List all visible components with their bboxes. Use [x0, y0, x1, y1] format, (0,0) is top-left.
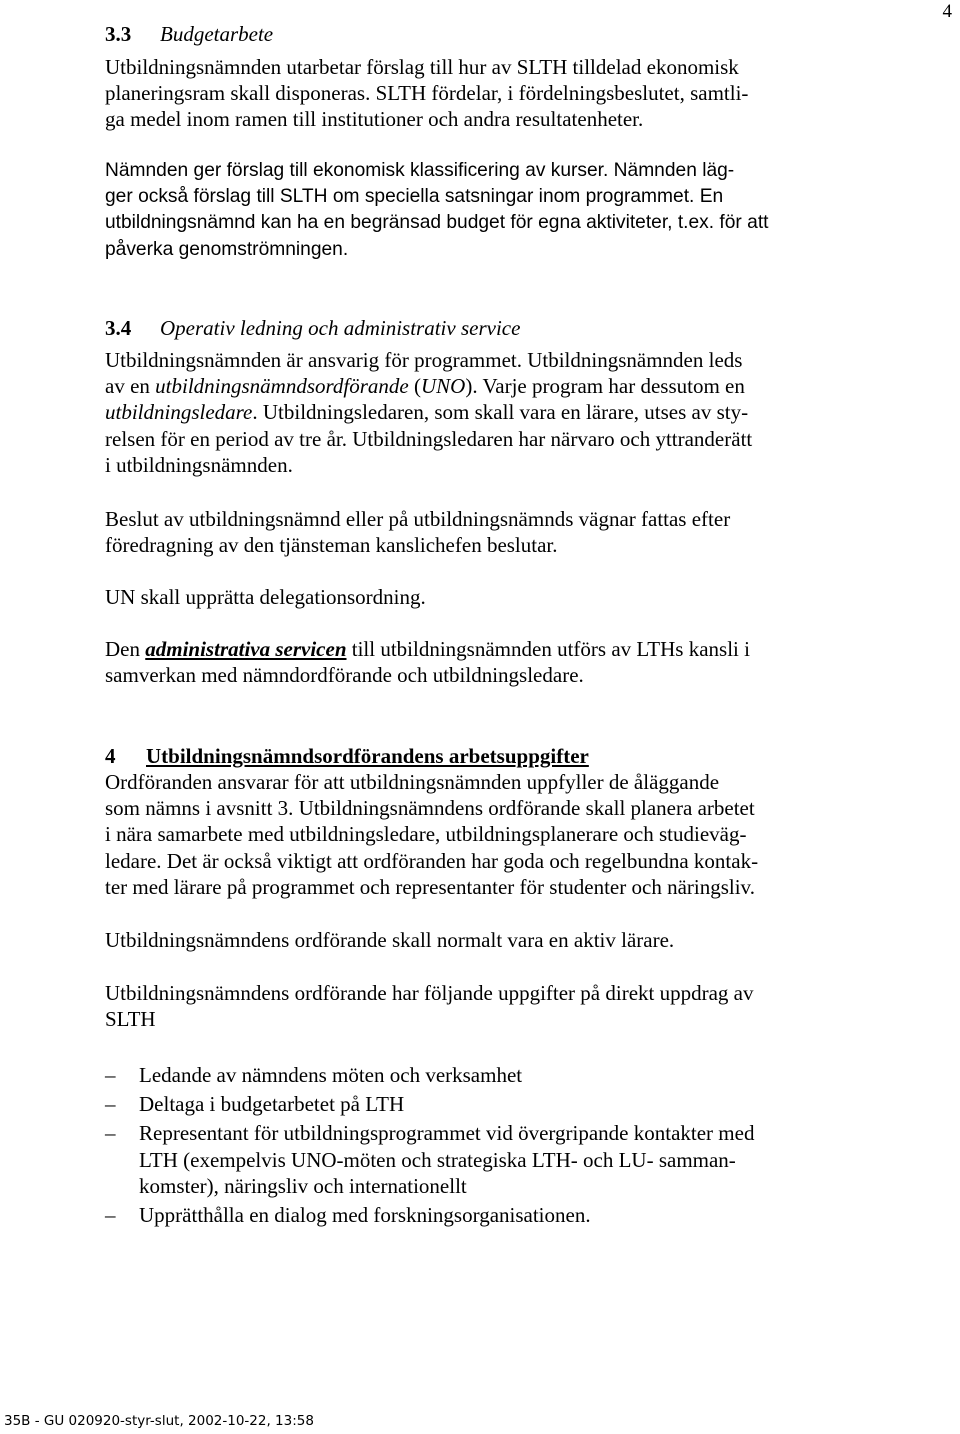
text-line: planeringsram skall disponeras. SLTH fördelar, i fördelningsbeslutet, samtli-	[105, 81, 749, 106]
text-line: som nämns i avsnitt 3. Utbildningsnämndens ordförande skall planera arbetet	[105, 796, 755, 821]
document-footer: 35B - GU 020920-styr-slut, 2002-10-22, 13:58	[4, 1413, 314, 1429]
list-item	[105, 1120, 835, 1199]
paragraph-uno-1	[105, 769, 825, 900]
paragraph-budget-2	[105, 158, 825, 263]
text-run: (	[408, 374, 421, 399]
text-run: till utbildningsnämnden utförs av LTHs kansli i	[346, 637, 750, 661]
text-line: samverkan med nämndordförande och utbildningsledare.	[105, 663, 584, 688]
section-number: 3.3	[105, 22, 132, 46]
paragraph-operativ-4	[105, 636, 825, 688]
section-number: 3.4	[105, 316, 132, 340]
text-run: ). Varje program har dessutom en	[465, 374, 745, 399]
text-line: ga medel inom ramen till institutioner och andra resultatenheter.	[105, 107, 644, 132]
text-line: Upprätthålla en dialog med forskningsorganisationen.	[139, 1203, 591, 1228]
text-line: Utbildningsnämnden utarbetar förslag till hur av SLTH tilldelad ekonomisk	[105, 55, 739, 79]
section-heading-3-3	[105, 21, 273, 47]
text-line: Nämnden ger förslag till ekonomisk klassificering av kurser. Nämnden läg-	[105, 160, 735, 181]
text-line: i nära samarbete med utbildningsledare, utbildningsplanerare och studieväg-	[105, 822, 747, 847]
paragraph-uno-3	[105, 980, 825, 1032]
text-line: ledare. Det är också viktigt att ordföranden har goda och regelbundna kontak-	[105, 848, 759, 873]
text-line: Ledande av nämndens möten och verksamhet	[139, 1063, 523, 1087]
text-line: Representant för utbildningsprogrammet vid övergripande kontakter med	[139, 1121, 755, 1146]
text-line: UN skall upprätta delegationsordning.	[105, 585, 426, 609]
text-line: Utbildningsnämnden är ansvarig för programmet. Utbildningsnämnden leds	[105, 348, 743, 372]
text-line: LTH (exempelvis UNO-möten och strategiska LTH- och LU- samman-	[139, 1147, 736, 1172]
list-item	[105, 1062, 835, 1088]
section-heading-4	[105, 743, 589, 769]
paragraph-operativ-1	[105, 347, 825, 478]
text-run: . Utbildningsledaren, som skall vara en lärare, utses av sty-	[252, 400, 749, 425]
text-line	[105, 373, 825, 399]
task-list	[105, 1062, 835, 1231]
text-line: påverka genomströmningen.	[105, 238, 349, 260]
text-run: av en	[105, 374, 156, 399]
text-line: i utbildningsnämnden.	[105, 452, 293, 477]
dash-bullet: –	[105, 1121, 116, 1146]
dash-bullet: –	[105, 1092, 116, 1117]
text-line: ter med lärare på programmet och representanter för studenter och näringsliv.	[105, 874, 755, 899]
emphasized-term: utbildningsnämndsordförande	[155, 374, 409, 399]
dash-bullet: –	[105, 1203, 116, 1228]
text-run: Den	[105, 637, 146, 661]
dash-bullet: –	[105, 1063, 116, 1087]
text-line: utbildningsnämnd kan ha en begränsad budget för egna aktiviteter, t.ex. för att	[105, 212, 769, 234]
text-line: Deltaga i budgetarbetet på LTH	[139, 1092, 405, 1117]
section-title: Utbildningsnämndsordförandens arbetsuppgifter	[146, 744, 589, 768]
emphasized-term: administrativa servicen	[145, 637, 347, 661]
text-line: SLTH	[105, 1007, 156, 1032]
paragraph-uno-2	[105, 927, 825, 953]
text-line: föredragning av den tjänsteman kanslichefen beslutar.	[105, 533, 558, 558]
text-line: Ordföranden ansvarar för att utbildningsnämnden uppfyller de åläggande	[105, 770, 720, 794]
paragraph-budget-1	[105, 54, 825, 133]
emphasized-term: UNO	[420, 374, 466, 399]
text-line: Beslut av utbildningsnämnd eller på utbildningsnämnds vägnar fattas efter	[105, 507, 731, 531]
page-number: 4	[942, 1, 952, 22]
text-line: Utbildningsnämndens ordförande har följande uppgifter på direkt uppdrag av	[105, 981, 754, 1005]
section-number: 4	[105, 744, 116, 768]
list-item	[105, 1202, 835, 1228]
text-line: komster), näringsliv och internationellt	[139, 1173, 467, 1198]
text-line: relsen för en period av tre år. Utbildningsledaren har närvaro och yttranderätt	[105, 426, 753, 451]
text-line	[105, 399, 825, 425]
section-title: Budgetarbete	[160, 22, 274, 46]
text-line: ger också förslag till SLTH om speciella satsningar inom programmet. En	[105, 186, 724, 208]
text-line: Utbildningsnämndens ordförande skall normalt vara en aktiv lärare.	[105, 928, 675, 952]
section-heading-3-4	[105, 315, 520, 341]
paragraph-operativ-3	[105, 584, 825, 610]
emphasized-term: utbildningsledare	[105, 400, 253, 425]
paragraph-operativ-2	[105, 506, 825, 558]
list-item	[105, 1091, 835, 1117]
section-title: Operativ ledning och administrativ service	[160, 316, 521, 340]
text-line	[105, 636, 825, 662]
